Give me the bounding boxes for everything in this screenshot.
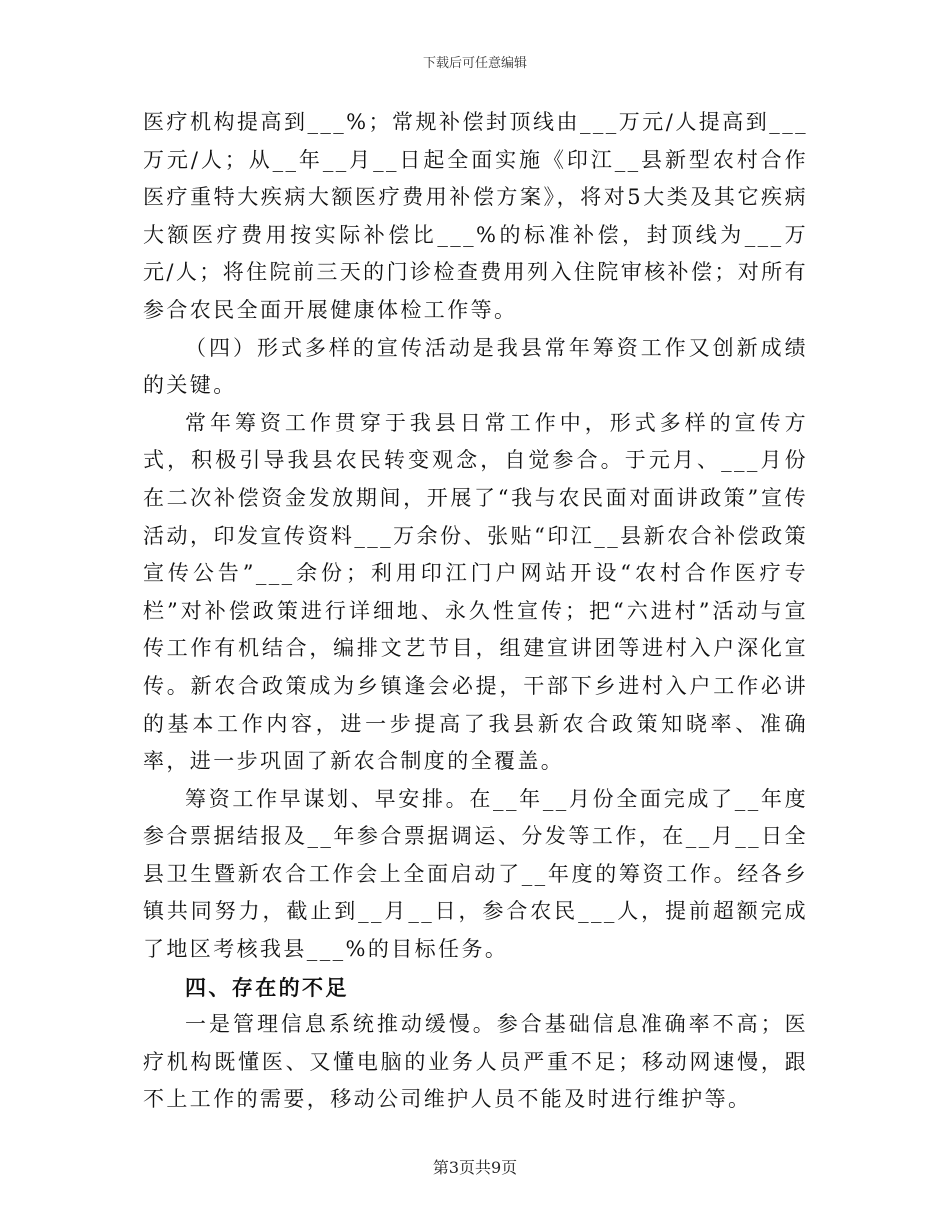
body-paragraph: 医疗机构提高到___%；常规补偿封顶线由___万元/人提高到___万元/人；从__年__月__日起全面实施《印江__县新型农村合作医疗重特大疾病大额医疗费用补偿方案》，将对5大类及其它疾病大额医疗费用按实际补偿比___%的标准补偿，封顶线为___万元/人；将住院前三天的门诊检查费用列入住院审核补偿；对所有参合农民全面开展健康体检工作等。 — [143, 110, 808, 322]
page-number: 第3页共9页 — [432, 1158, 518, 1177]
body-paragraph: 常年筹资工作贯穿于我县日常工作中，形式多样的宣传方式，积极引导我县农民转变观念，自觉参合。于元月、___月份在二次补偿资金发放期间，开展了“我与农民面对面讲政策”宣传活动，印发宣传资料___万余份、张贴“印江__县新农合补偿政策宣传公告”___余份；利用印江门户网站开设“农村合作医疗专栏”对补偿政策进行详细地、永久性宣传；把“六进村”活动与宣传工作有机结合，编排文艺节目，组建宣讲团等进村入户深化宣传。新农合政策成为乡镇逢会必提，干部下乡进村入户工作必讲的基本工作内容，进一步提高了我县新农合政策知晓率、准确率，进一步巩固了新农合制度的全覆盖。 — [143, 410, 808, 774]
body-paragraph: 一是管理信息系统推动缓慢。参合基础信息准确率不高；医疗机构既懂医、又懂电脑的业务人员严重不足；移动网速慢，跟不上工作的需要，移动公司维护人员不能及时进行维护等。 — [143, 1012, 808, 1112]
document-body — [143, 104, 808, 1119]
body-paragraph: 筹资工作早谋划、早安排。在__年__月份全面完成了__年度参合票据结报及__年参合票据调运、分发等工作，在__月__日全县卫生暨新农合工作会上全面启动了__年度的筹资工作。经各乡镇共同努力，截止到__月__日，参合农民___人，提前超额完成了地区考核我县___%的目标任务。 — [143, 786, 808, 962]
body-paragraph: （四）形式多样的宣传活动是我县常年筹资工作又创新成绩的关键。 — [143, 335, 808, 398]
page-header: 下载后可任意编辑 — [422, 56, 527, 71]
section-heading: 四、存在的不足 — [185, 974, 349, 1000]
